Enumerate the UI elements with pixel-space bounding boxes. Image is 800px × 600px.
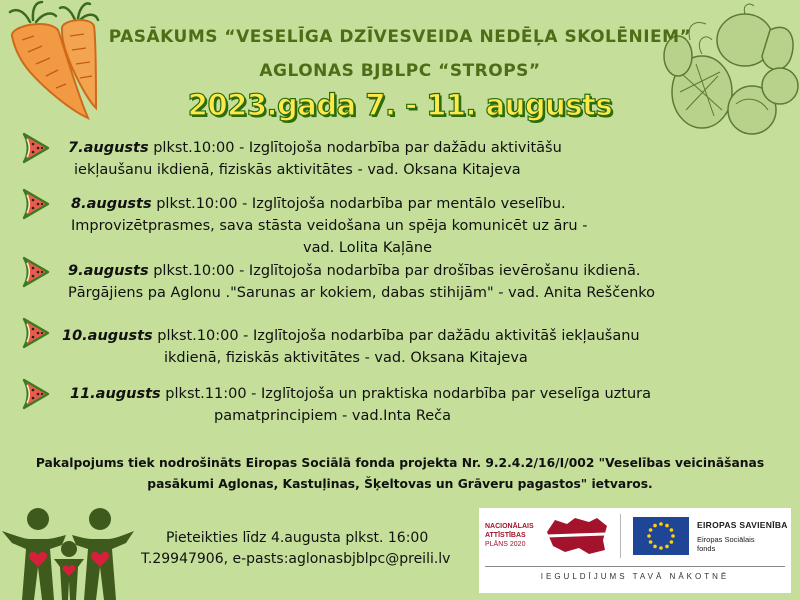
contact-info [141,528,450,570]
watermelon-slice-icon [20,316,52,350]
nap-2020-logo [485,522,534,549]
event-line [62,325,640,347]
event-text: plkst.10:00 - Izglītojoša nodarbība par mentālo veselību. [151,196,566,212]
slogan-rule [485,566,785,567]
event-line: Pārgājiens pa Aglonu ."Sarunas ar kokiem, dabas stihijām" - vad. Anita Reščenko [68,285,656,301]
registration-deadline: Pieteikties līdz 4.augusta plkst. 16:00 [166,530,429,546]
event-text: plkst.11:00 - Izglītojoša un praktiska nodarbība par veselīga uztura [160,386,651,402]
event-line [70,383,651,405]
event-line [68,260,655,282]
event-text: plkst.10:00 - Izglītojoša nodarbība par dažādu aktivitāšu [148,140,562,156]
event-text: plkst.10:00 - Izglītojoša nodarbība par dažādu aktivitāš iekļaušanu [152,328,640,344]
funding-note [0,453,800,495]
latvia-map-icon [545,514,609,556]
fruits-illustration [650,0,800,170]
event-line: Improvizētprasmes, sava stāsta veidošana un spēja komunicēt uz āru - [71,218,588,234]
event-text: plkst.10:00 - Izglītojoša nodarbība par drošības ievērošanu ikdienā. [148,263,641,279]
event-date: 7.augusts [68,140,149,156]
watermelon-slice-icon [20,377,52,411]
event-item [71,193,587,259]
watermelon-slice-icon [20,131,52,165]
watermelon-slice-icon [20,187,52,221]
eu-subtitle: Eiropas Sociālais [697,535,755,544]
event-date: 9.augusts [68,263,149,279]
nap-line: NACIONĀLAIS [485,523,534,530]
funding-line: Pakalpojums tiek nodrošināts Eiropas Sociālā fonda projekta Nr. 9.2.4.2/16/I/002 "Veselības veicināšanas [35,456,765,470]
event-item [70,383,651,427]
eu-funding-logo [479,508,791,593]
event-line: pamatprincipiem - vad.Inta Reča [214,408,452,424]
event-line [68,137,562,159]
event-item [68,137,562,181]
nap-line: ATTĪSTĪBAS [485,532,526,539]
eu-text [697,520,788,553]
logo-divider [620,514,621,558]
event-date: 10.augusts [62,328,153,344]
event-dates: 2023.gada 7. - 11. augusts [187,88,613,122]
watermelon-slice-icon [20,255,52,289]
event-line: vad. Lolita Kaļāne [303,240,432,256]
event-date: 8.augusts [71,196,152,212]
event-line: iekļaušanu ikdienā, fiziskās aktivitātes - vad. Oksana Kitajeva [74,162,521,178]
event-item [68,260,655,304]
contact-phone-email: T.29947906, e-pasts:aglonasbjblpc@preili.lv [141,551,451,567]
event-date: 11.augusts [70,386,161,402]
event-item [62,325,640,369]
event-line: ikdienā, fiziskās aktivitātes - vad. Oksana Kitajeva [164,350,528,366]
organizer-title: AGLONAS BJBLPC “STROPS” [259,61,541,81]
event-line [71,193,587,215]
eu-slogan: IEGULDĪJUMS TAVĀ NĀKOTNĒ [540,572,730,581]
eu-title: EIROPAS SAVIENĪBA [697,520,788,530]
funding-line: pasākumi Aglonas, Kastuļinas, Šķeltovas un Grāveru pagastos" ietvaros. [147,477,653,491]
nap-line: PLĀNS 2020 [485,541,526,548]
eu-subtitle: fonds [697,544,716,553]
family-figures-icon [0,505,135,600]
event-title: PASĀKUMS “VESELĪGA DZĪVESVEIDA NEDĒĻA SKOLĒNIEM” [108,27,692,47]
eu-flag-icon [633,517,689,555]
